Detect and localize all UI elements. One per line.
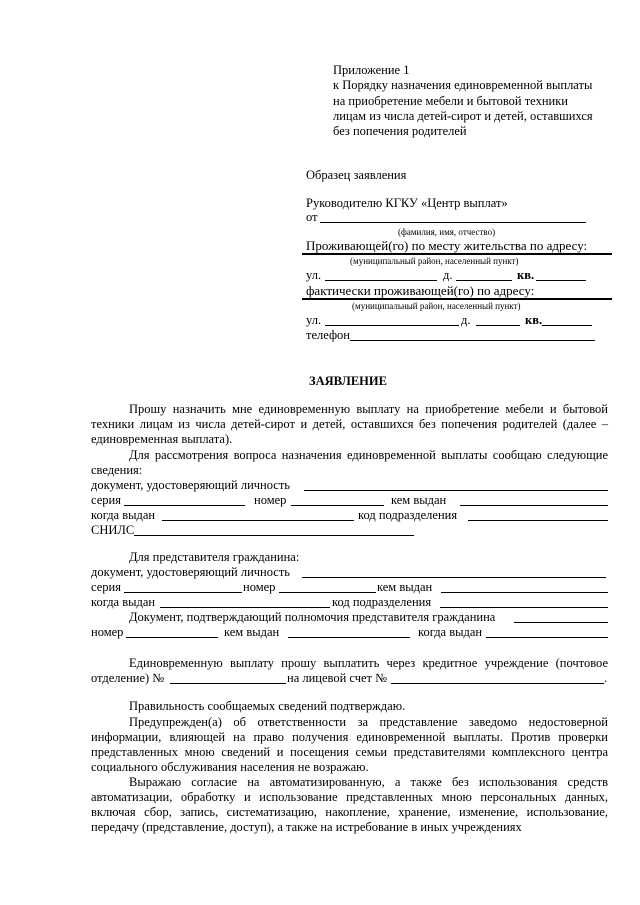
- when-issued-label: когда выдан: [91, 508, 156, 522]
- payment-line-1: Единовременную выплату прошу выплатить через кредитное учреждение (почтовое: [129, 656, 608, 670]
- appendix-line-1: к Порядку назначения единовременной выплаты: [333, 78, 593, 92]
- when-issued-line: [162, 520, 354, 521]
- flat-line: [536, 280, 586, 281]
- rep-number-line: [279, 592, 376, 593]
- auth-doc-line: [514, 622, 608, 623]
- auth-number-line: [126, 637, 218, 638]
- area-hint: (муниципальный район, населенный пункт): [350, 256, 519, 266]
- auth-when-line: [486, 637, 608, 638]
- rep-series-label: серия: [91, 580, 121, 594]
- street-label: ул.: [306, 268, 322, 282]
- actual-label: фактически проживающей(го) по адресу:: [306, 283, 535, 298]
- residing-label: Проживающей(го) по месту жительства по адресу:: [306, 238, 588, 253]
- confirm-paragraph: Правильность сообщаемых сведений подтверждаю.: [129, 699, 406, 713]
- flat-line-2: [542, 325, 592, 326]
- division-code-line: [468, 520, 608, 521]
- payment-line-2a: отделение) №: [91, 671, 165, 685]
- rep-doc-line: [302, 577, 606, 578]
- statement-heading: ЗАЯВЛЕНИЕ: [309, 374, 387, 388]
- appendix-line-3: лицам из числа детей-сирот и детей, оставшихся: [333, 109, 593, 123]
- snils-label: СНИЛС: [91, 523, 135, 537]
- street-line-2: [325, 325, 459, 326]
- residing-rule: [302, 253, 612, 255]
- auth-number-label: номер: [91, 625, 124, 639]
- payment-line-2b: на лицевой счет №: [287, 671, 388, 685]
- rep-doc-label: документ, удостоверяющий личность: [91, 565, 291, 579]
- flat-label-2: кв.: [525, 313, 543, 327]
- house-label: д.: [443, 268, 453, 282]
- division-code-label: код подразделения: [358, 508, 458, 522]
- rep-code-line: [440, 607, 608, 608]
- house-line-2: [476, 325, 520, 326]
- appendix-line-4: без попечения родителей: [333, 124, 467, 138]
- number-label: номер: [254, 493, 287, 507]
- rep-title: Для представителя гражданина:: [129, 550, 300, 564]
- actual-rule: [302, 298, 612, 300]
- auth-issued-by-line: [288, 637, 410, 638]
- sample-title: Образец заявления: [306, 168, 407, 182]
- area-hint-2: (муниципальный район, населенный пункт): [352, 301, 521, 311]
- account-number-line: [391, 683, 604, 684]
- info-paragraph: Для рассмотрения вопроса назначения единовременной выплаты сообщаю следующие сведения:: [91, 448, 608, 477]
- snils-line: [134, 535, 414, 536]
- consent-paragraph: Выражаю согласие на автоматизированную, а также без использования средств автоматизации, обработку и использование представленных мною персональных данных, включая сбор, запись, систематизацию, накопление, хранение, изменение, использование, передачу (представление, доступ), а также на истребование в иных учреждениях: [91, 775, 608, 834]
- fio-line: [320, 222, 586, 223]
- issued-by-label: кем выдан: [391, 493, 447, 507]
- from-label: от: [306, 210, 318, 224]
- rep-series-line: [124, 592, 242, 593]
- series-line: [124, 505, 245, 506]
- appendix-line-2: на приобретение мебели и бытовой техники: [333, 94, 568, 108]
- series-label: серия: [91, 493, 121, 507]
- street-line: [325, 280, 437, 281]
- period-mark: .: [604, 671, 608, 685]
- number-line: [291, 505, 384, 506]
- doc-line: [304, 490, 608, 491]
- auth-issued-by-label: кем выдан: [224, 625, 280, 639]
- rep-issued-by-line: [441, 592, 608, 593]
- auth-when-label: когда выдан: [418, 625, 483, 639]
- auth-doc-label: Документ, подтверждающий полномочия представителя гражданина: [129, 610, 496, 624]
- issued-by-line: [460, 505, 608, 506]
- rep-when-label: когда выдан: [91, 595, 156, 609]
- addressee: Руководителю КГКУ «Центр выплат»: [306, 196, 508, 210]
- street-label-2: ул.: [306, 313, 322, 327]
- request-paragraph: Прошу назначить мне единовременную выплату на приобретение мебели и бытовой техники лицам из числа детей-сирот и детей, оставшихся без попечения родителей (далее – единовременная выплата).: [91, 402, 608, 446]
- doc-label: документ, удостоверяющий личность: [91, 478, 291, 492]
- warning-paragraph: Предупрежден(а) об ответственности за представление заведомо недостоверной информации, влияющей на право получения единовременной выплаты. Против проверки представленных мною сведений и посещения семьи представителями комплексного центра социального обслуживания населения не возражаю.: [91, 715, 608, 774]
- phone-label: телефон: [306, 328, 350, 342]
- house-label-2: д.: [461, 313, 471, 327]
- branch-number-line: [170, 683, 286, 684]
- rep-issued-by-label: кем выдан: [377, 580, 433, 594]
- flat-label: кв.: [517, 268, 535, 282]
- rep-code-label: код подразделения: [332, 595, 432, 609]
- phone-line: [350, 340, 595, 341]
- house-line: [456, 280, 512, 281]
- fio-hint: (фамилия, имя, отчество): [398, 227, 496, 237]
- rep-when-line: [160, 607, 330, 608]
- rep-number-label: номер: [243, 580, 276, 594]
- appendix-title: Приложение 1: [333, 63, 410, 77]
